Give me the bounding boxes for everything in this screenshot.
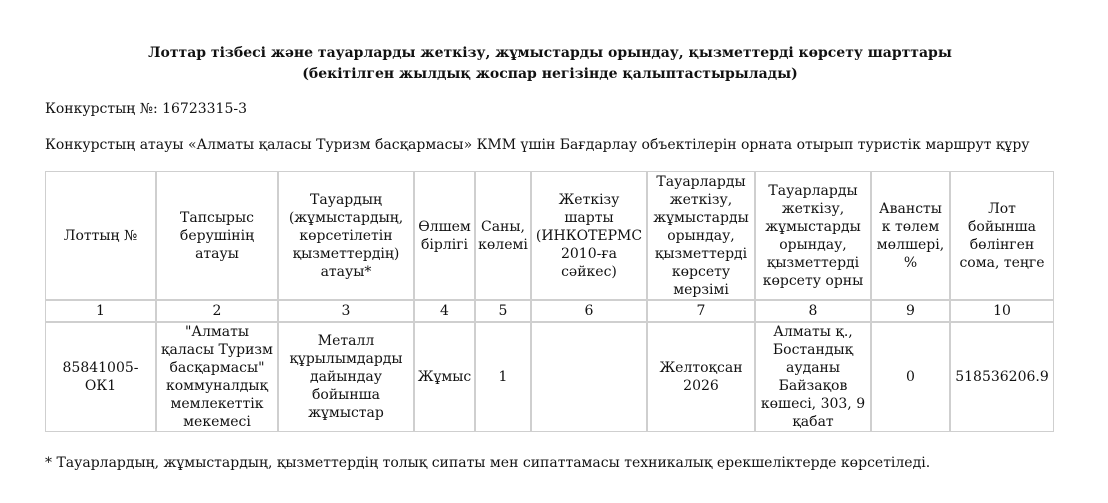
cell-delivery-terms [531,322,647,432]
contest-number: Конкурстың №: 16723315-3 [45,101,248,117]
document-title [0,43,1100,85]
column-number: 5 [475,300,531,322]
column-number: 4 [414,300,475,322]
cell-unit: Жұмыс [414,322,475,432]
cell-advance-payment: 0 [871,322,950,432]
title-line-1: Лоттар тізбесі және тауарларды жеткізу, жұмыстарды орындау, қызметтерді көрсету шарттары [148,45,952,61]
header-lot-number: Лоттың № [45,171,156,300]
footnote: * Тауарлардың, жұмыстардың, қызметтердің толық сипаты мен сипаттамасы техникалық ерекшеліктерде көрсетіледі. [45,455,931,471]
column-number: 8 [755,300,871,322]
cell-lot-number: 85841005-ОК1 [45,322,156,432]
table-row [45,322,1054,432]
header-allocated-amount: Лот бойынша бөлінген сома, теңге [950,171,1054,300]
column-number: 10 [950,300,1054,322]
title-line-2: (бекітілген жылдық жоспар негізінде қалыптастырылады) [302,66,798,82]
column-number: 3 [278,300,414,322]
cell-allocated-amount: 518536206.9 [950,322,1054,432]
column-number: 7 [647,300,755,322]
header-delivery-period: Тауарларды жеткізу, жұмыстарды орындау, қызметтерді көрсету мерзімі [647,171,755,300]
header-unit: Өлшем бірлігі [414,171,475,300]
column-number: 9 [871,300,950,322]
table-header-row [45,171,1054,300]
header-delivery-place: Тауарларды жеткізу, жұмыстарды орындау, қызметтерді көрсету орны [755,171,871,300]
cell-customer-name: "Алматы қаласы Туризм басқармасы" коммуналдық мемлекеттік мекемесі [156,322,278,432]
contest-name: Конкурстың атауы «Алматы қаласы Туризм басқармасы» КММ үшін Бағдарлау объектілерін орната отырып туристік маршрут құру [45,137,1030,153]
column-number-row [45,300,1054,322]
header-delivery-terms: Жеткізу шарты (ИНКОТЕРМС 2010-ға сәйкес) [531,171,647,300]
cell-quantity: 1 [475,322,531,432]
cell-delivery-period: Желтоқсан 2026 [647,322,755,432]
header-item-name: Тауардың (жұмыстардың, көрсетілетін қызметтердің) атауы* [278,171,414,300]
header-customer-name: Тапсырыс берушінің атауы [156,171,278,300]
header-advance-payment: Авансты к төлем мөлшері, % [871,171,950,300]
lots-table [45,171,1054,432]
cell-delivery-place: Алматы қ., Бостандық ауданы Байзақов көшесі, 303, 9 қабат [755,322,871,432]
cell-item-name: Металл құрылымдарды дайындау бойынша жұмыстар [278,322,414,432]
header-quantity: Саны, көлемі [475,171,531,300]
column-number: 2 [156,300,278,322]
column-number: 6 [531,300,647,322]
column-number: 1 [45,300,156,322]
